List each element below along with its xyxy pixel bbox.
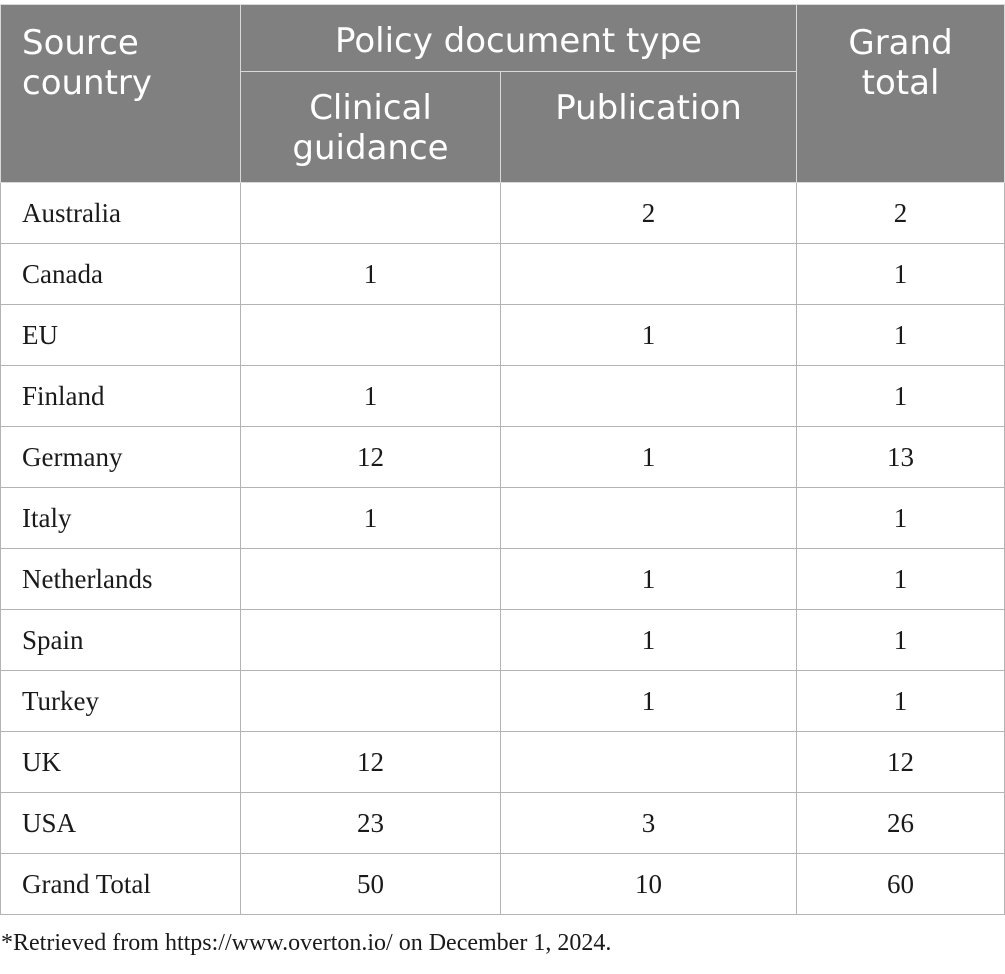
- cell-clinical-guidance: [241, 183, 501, 244]
- cell-country: USA: [1, 793, 241, 854]
- table-row: [1, 366, 1005, 427]
- cell-grand-total: 13: [797, 427, 1005, 488]
- cell-country: Germany: [1, 427, 241, 488]
- cell-publication: 1: [501, 610, 797, 671]
- header-row-top: [1, 5, 1005, 72]
- header-publication: Publication: [501, 72, 797, 183]
- cell-country: Netherlands: [1, 549, 241, 610]
- cell-grand-total: 1: [797, 366, 1005, 427]
- table-row: [1, 183, 1005, 244]
- cell-clinical-guidance: 12: [241, 732, 501, 793]
- table-row-grand-total: [1, 854, 1005, 915]
- table-row: [1, 793, 1005, 854]
- cell-country: Finland: [1, 366, 241, 427]
- header-clinical-guidance: Clinical guidance: [241, 72, 501, 183]
- cell-grand-total: 1: [797, 549, 1005, 610]
- table-row: [1, 427, 1005, 488]
- table-row: [1, 244, 1005, 305]
- cell-clinical-guidance: 50: [241, 854, 501, 915]
- table-row: [1, 305, 1005, 366]
- header-grand-total: Grand total: [797, 5, 1005, 183]
- cell-publication: [501, 488, 797, 549]
- cell-publication: 1: [501, 671, 797, 732]
- cell-grand-total: 60: [797, 854, 1005, 915]
- cell-clinical-guidance: 1: [241, 488, 501, 549]
- cell-clinical-guidance: [241, 305, 501, 366]
- cell-publication: 1: [501, 427, 797, 488]
- cell-country: Turkey: [1, 671, 241, 732]
- cell-clinical-guidance: 1: [241, 244, 501, 305]
- cell-clinical-guidance: 12: [241, 427, 501, 488]
- cell-country: Grand Total: [1, 854, 241, 915]
- policy-document-table-container: [0, 4, 1004, 915]
- cell-grand-total: 2: [797, 183, 1005, 244]
- cell-publication: 3: [501, 793, 797, 854]
- cell-publication: 1: [501, 305, 797, 366]
- table-body: [1, 183, 1005, 915]
- cell-grand-total: 1: [797, 244, 1005, 305]
- table-footnote: *Retrieved from https://www.overton.io/ on December 1, 2024.: [1, 930, 612, 956]
- table-header: [1, 5, 1005, 183]
- cell-country: UK: [1, 732, 241, 793]
- cell-publication: [501, 244, 797, 305]
- header-source-country: Source country: [1, 5, 241, 183]
- cell-country: Australia: [1, 183, 241, 244]
- cell-publication: [501, 732, 797, 793]
- header-policy-document-type: Policy document type: [241, 5, 797, 72]
- table-row: [1, 732, 1005, 793]
- cell-clinical-guidance: [241, 549, 501, 610]
- cell-grand-total: 1: [797, 305, 1005, 366]
- cell-grand-total: 12: [797, 732, 1005, 793]
- cell-clinical-guidance: [241, 671, 501, 732]
- cell-grand-total: 1: [797, 671, 1005, 732]
- cell-clinical-guidance: 23: [241, 793, 501, 854]
- cell-grand-total: 26: [797, 793, 1005, 854]
- table-row: [1, 549, 1005, 610]
- cell-clinical-guidance: 1: [241, 366, 501, 427]
- table-row: [1, 488, 1005, 549]
- cell-grand-total: 1: [797, 610, 1005, 671]
- cell-country: Canada: [1, 244, 241, 305]
- cell-publication: 2: [501, 183, 797, 244]
- cell-publication: [501, 366, 797, 427]
- cell-publication: 10: [501, 854, 797, 915]
- cell-country: Spain: [1, 610, 241, 671]
- table-row: [1, 671, 1005, 732]
- cell-country: EU: [1, 305, 241, 366]
- policy-document-table: [0, 4, 1005, 915]
- table-row: [1, 610, 1005, 671]
- cell-clinical-guidance: [241, 610, 501, 671]
- cell-publication: 1: [501, 549, 797, 610]
- cell-country: Italy: [1, 488, 241, 549]
- cell-grand-total: 1: [797, 488, 1005, 549]
